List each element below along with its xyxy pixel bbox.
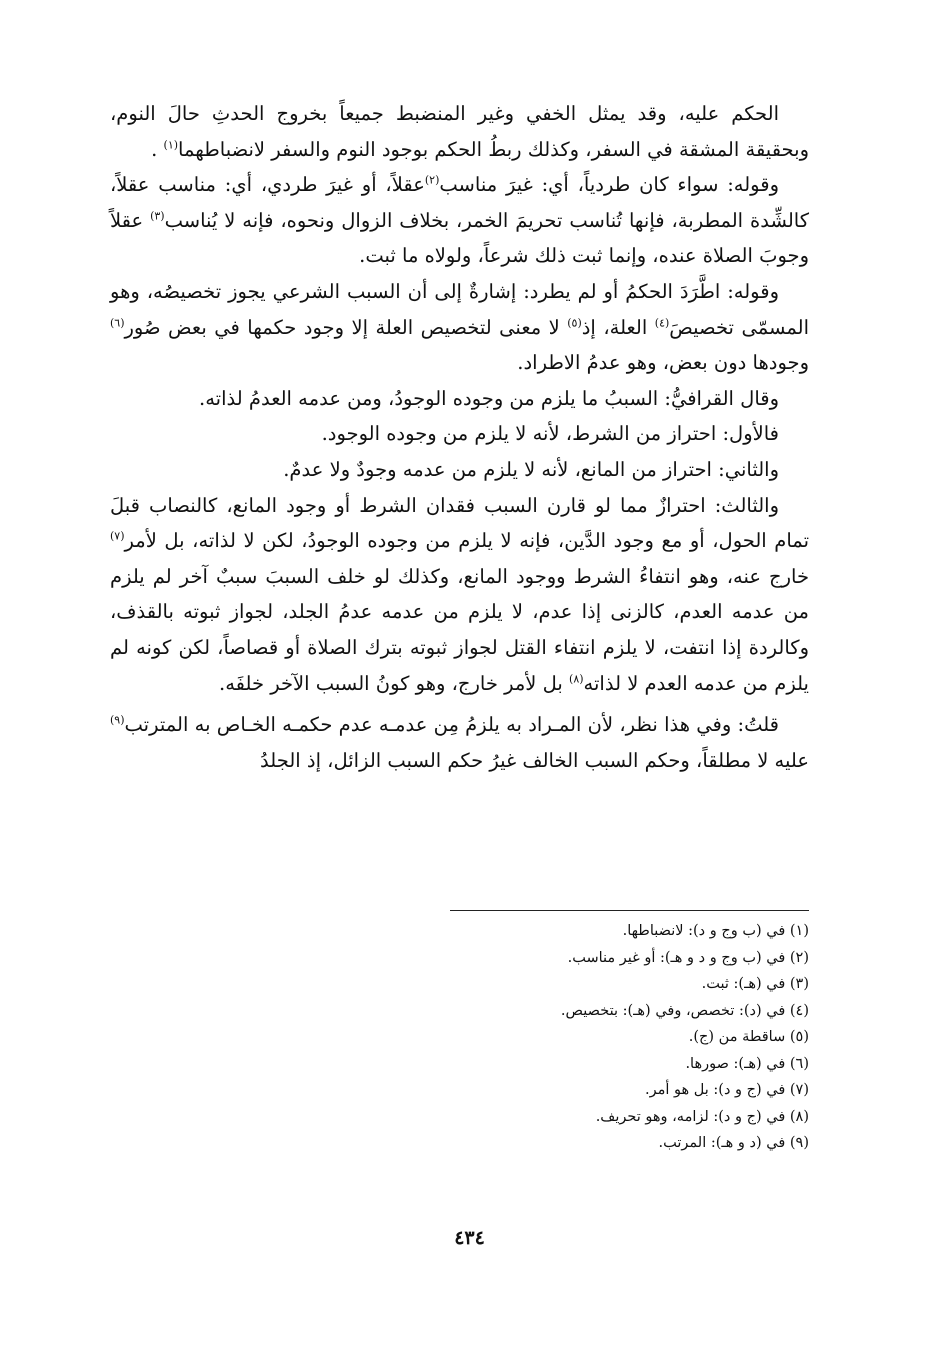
- footnote-divider: [450, 910, 809, 911]
- footnote: (٩) في (د و هـ): المرتب.: [658, 1135, 809, 1151]
- footnote: (٨) في (ج و د): لزامه، وهو تحريف.: [595, 1108, 809, 1125]
- footnote-ref[interactable]: (٤): [654, 316, 670, 330]
- footnotes: [110, 918, 809, 1157]
- paragraph: والثاني: احتراز من المانع، لأنه لا يلزم من عدمه وجودٌ ولا عدمٌ.: [283, 457, 779, 481]
- footnote: (٢) في (ب وج و د و هـ): أو غير مناسب.: [567, 949, 809, 966]
- text-line: وقوله: سواء كان طردياً، أي: غيرَ مناسب: [439, 173, 779, 197]
- paragraph: فالأول: احتراز من الشرط، لأنه لا يلزم من وجوده الوجود.: [321, 422, 779, 446]
- text-line: قلتُ: وفي هذا نظر، لأن المـراد به يلزمُ مِن عدمـه عدم حكمـه الخـاص به المترتب: [124, 713, 779, 737]
- text-line: العلة، إذ: [581, 315, 655, 339]
- footnote-ref[interactable]: (٧): [110, 529, 125, 543]
- footnote: (٣) في (هـ): ثبت.: [701, 976, 809, 992]
- main-text: [110, 96, 809, 778]
- footnote: (٤) في (د): تخصص، وفي (هـ): بتخصيص.: [560, 1002, 809, 1019]
- text-line: وقوله: اطَّرَدَ الحكمُ أو لم يطرد: إشارةٌ إلى أن السبب الشرعي يجوز تخصيصُه، وهو المسمّى تخصيصَ: [110, 279, 810, 339]
- footnote-ref[interactable]: (١): [163, 138, 179, 152]
- text-line: بل لأمر خارج، وهو كونُ السبب الآخر خلفَه.: [219, 671, 570, 695]
- footnote-ref[interactable]: (٢): [424, 173, 440, 187]
- text-line: الحكم عليه، وقد يمثل الخفي وغير المنضبط جميعاً بخروج الحدثِ حالَ النوم،: [110, 102, 779, 125]
- text-line: والثالث: احترازٌ مما لو قارن السبب فقدان الشرط أو وجود المانع، كالنصاب قبلَ تمام الحول، أو مع وجود الدَّين، فإنه لا يلزم من وجوده الوجودُ، لكن لا لذاته، بل لأمر: [110, 493, 809, 553]
- footnote-ref[interactable]: (٨): [569, 672, 584, 685]
- text-line: وبحقيقة المشقة في السفر، وكذلك ربطُ الحكم بوجود النوم والسفر لانضباطهما: [178, 137, 809, 161]
- footnote: (٧) في (ج و د): بل هو أمر.: [645, 1082, 809, 1098]
- footnote-ref[interactable]: (٣): [150, 209, 165, 223]
- paragraph: وقال القرافيُّ: السببُ ما يلزم من وجوده الوجودُ، ومن عدمه العدمُ لذاته.: [199, 386, 779, 410]
- text-line: عقلاً، أو غيرَ طردي، أي: مناسب عقلاً، كالشِّدة المطربة، فإنها تُناسب تحريمَ الخمر، بخلاف الزوال ونحوه، فإنه لا يُناسب: [110, 173, 810, 232]
- footnote-ref[interactable]: (٦): [110, 316, 125, 330]
- text-line: لا معنى لتخصيص العلة إلا وجود حكمها في بعض صُور: [124, 315, 568, 339]
- text-line: عليه لا مطلقاً، وحكم السبب الخالف غيرُ حكم السبب الزائل، إذ الجلدُ: [260, 748, 809, 772]
- paragraph: [110, 96, 809, 167]
- paragraph: [110, 707, 809, 778]
- paragraph: [110, 167, 809, 274]
- page-number: ٤٣٤: [454, 1227, 485, 1249]
- text-line: .: [151, 137, 164, 161]
- paragraph: [110, 274, 809, 381]
- text-line: وجودها دون بعض، وهو عدمُ الاطراد.: [517, 351, 809, 375]
- footnote: (٦) في (هـ): صورها.: [685, 1055, 809, 1072]
- footnote: (٥) ساقطة من (ج).: [688, 1029, 809, 1045]
- paragraph: [110, 488, 809, 702]
- footnote: (١) في (ب وج و د): لانضباطها.: [622, 923, 809, 939]
- footnote-ref[interactable]: (٩): [110, 713, 125, 727]
- text-line: خارج عنه، وهو انتفاءُ الشرط ووجود المانع، وكذلك لو خلف السببَ سببٌ آخر لم يلزم من عدمه العدم، كالزنى إذا عدم، لا يلزم من عدمه عدمُ الجلد، لجواز ثبوته بالقذف، وكالردة إذا انتفت، لا يلزم انتفاء القتل لجواز ثبوته بترك الصلاة أو قصاصاً، لكن كونه لم يلزم من عدمه العدم لا لذاته: [110, 564, 809, 695]
- footnote-ref[interactable]: (٥): [567, 316, 582, 330]
- text-line: عقلاً وجوبَ الصلاة عنده، وإنما ثبت ذلك شرعاً، ولولاه ما ثبت.: [110, 208, 809, 268]
